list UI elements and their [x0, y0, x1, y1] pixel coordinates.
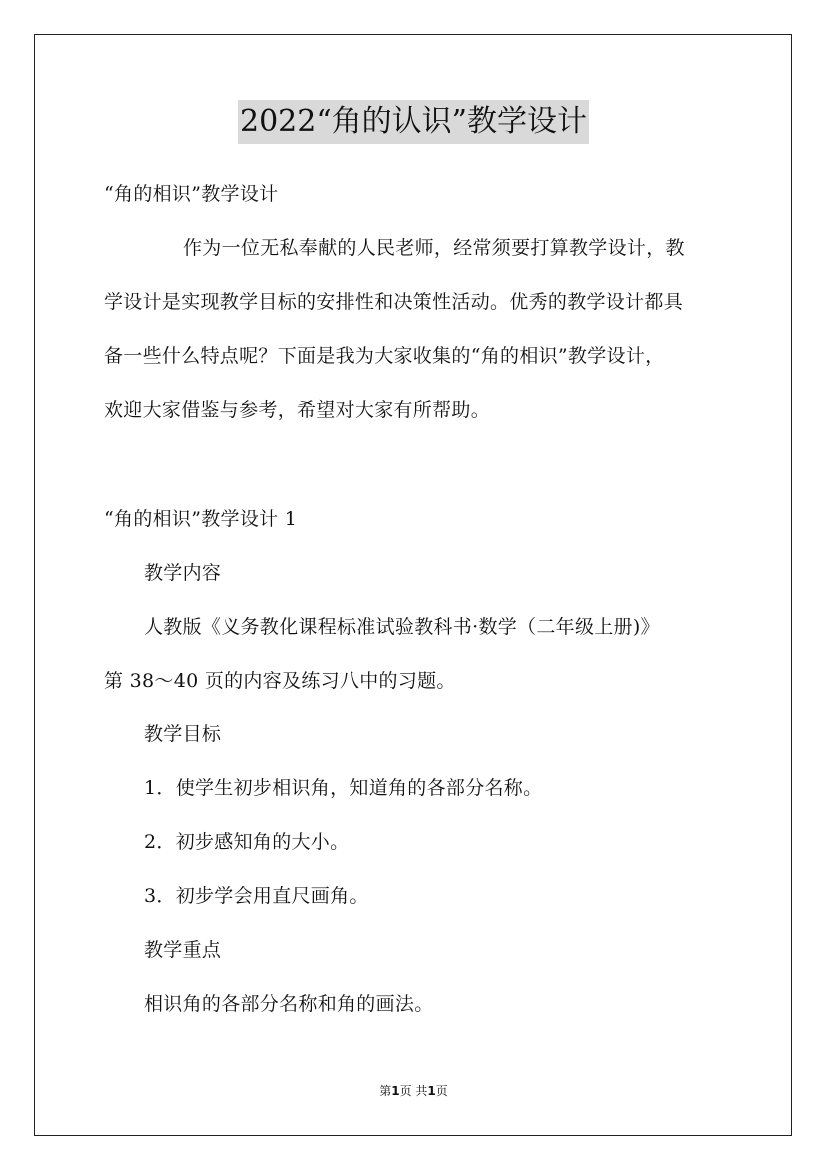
goal-item-1: 1．使学生初步相识角，知道角的各部分名称。 — [144, 777, 543, 799]
footer-suffix: 页 — [435, 1084, 448, 1098]
focus-text: 相识角的各部分名称和角的画法。 — [144, 993, 434, 1015]
footer-total-pages: 1 — [427, 1084, 436, 1098]
content-heading: 教学内容 — [144, 562, 222, 584]
footer-page-number: 1 — [391, 1084, 400, 1098]
intro-line-4: 欢迎大家借鉴与参考，希望对大家有所帮助。 — [104, 399, 491, 421]
footer-prefix: 第 — [379, 1084, 392, 1098]
intro-line-1: 作为一位无私奉献的人民老师，经常须要打算教学设计，教 — [183, 237, 685, 259]
subtitle: “角的相识”教学设计 — [104, 183, 279, 205]
goals-heading: 教学目标 — [144, 723, 222, 745]
page-footer — [0, 1083, 827, 1099]
content-line-2: 第 38～40 页的内容及练习八中的习题。 — [104, 670, 456, 692]
document-title: 2022“角的认识”教学设计 — [238, 100, 589, 144]
goal-item-2: 2．初步感知角的大小。 — [144, 831, 350, 853]
focus-heading: 教学重点 — [144, 939, 222, 961]
intro-line-2: 学设计是实现教学目标的安排性和决策性活动。优秀的教学设计都具 — [104, 291, 684, 313]
footer-mid: 页 共 — [399, 1084, 428, 1098]
content-line-1: 人教版《义务教化课程标准试验教科书·数学（二年级上册)》 — [144, 616, 660, 638]
intro-line-3: 备一些什么特点呢？下面是我为大家收集的“角的相识”教学设计， — [104, 345, 665, 367]
title-container — [0, 100, 827, 144]
section-heading: “角的相识”教学设计 1 — [104, 508, 298, 530]
goal-item-3: 3．初步学会用直尺画角。 — [144, 885, 369, 907]
